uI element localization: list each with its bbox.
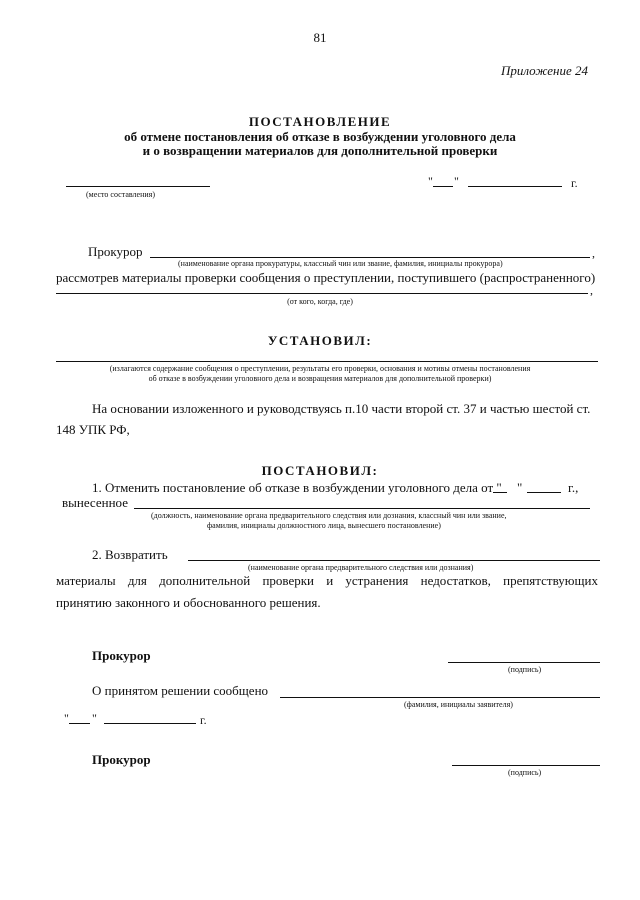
- established-caption-line2: об отказе в возбуждении уголовного дела и возвращения материалов для дополнительной проверки): [148, 374, 492, 383]
- source-line[interactable]: [56, 293, 588, 294]
- item2-word: для: [127, 573, 147, 588]
- notice-quote-close: ": [92, 711, 97, 725]
- page-number: 81: [313, 30, 327, 45]
- signature2-label: Прокурор: [92, 752, 151, 767]
- document-title: ПОСТАНОВЛЕНИЕ: [248, 114, 392, 129]
- signature1-label: Прокурор: [92, 648, 151, 663]
- established-caption-line1: (излагаются содержание сообщения о преступлении, результаты его проверки, основания и мотивы отмены постановления: [109, 364, 531, 373]
- basis-line1: На основании изложенного и руководствуясь п.10 части второй ст. 37 и частью шестой ст.: [92, 401, 591, 416]
- item2-caption: (наименование органа предварительного следствия или дознания): [248, 563, 474, 572]
- notice-year-suffix: г.: [200, 713, 207, 727]
- document-subtitle-line1: об отмене постановления об отказе в возбуждении уголовного дела: [124, 129, 516, 144]
- prosecutor-line[interactable]: [150, 257, 590, 258]
- established-line[interactable]: [56, 361, 598, 362]
- item2-text-line1: [56, 573, 598, 589]
- item2-label: 2. Возвратить: [92, 547, 168, 562]
- item1-day-line[interactable]: [493, 492, 507, 493]
- resolved-heading: ПОСТАНОВИЛ:: [261, 463, 379, 478]
- item2-text-line2: принятию законного и обоснованного решения.: [56, 595, 321, 610]
- issued-caption-line1: (должность, наименование органа предварительного следствия или дознания, классный чин или звание,: [151, 511, 507, 520]
- signature1-line[interactable]: [448, 662, 600, 663]
- item2-word: дополнительной: [159, 573, 251, 588]
- item2-word: проверки: [262, 573, 314, 588]
- item2-word: устранения: [345, 573, 409, 588]
- prosecutor-label: Прокурор: [88, 244, 143, 259]
- item1-year-suffix: г.,: [568, 480, 579, 495]
- notice-day-line[interactable]: [69, 723, 90, 724]
- source-comma: ,: [590, 283, 593, 297]
- prosecutor-caption: (наименование органа прокуратуры, классный чин или звание, фамилия, инициалы прокурора): [178, 259, 503, 268]
- signature1-caption: (подпись): [508, 665, 542, 674]
- date-quote-open: ": [428, 174, 433, 188]
- prosecutor-comma: ,: [592, 246, 595, 260]
- notice-caption: (фамилия, инициалы заявителя): [404, 700, 513, 709]
- item1-text: 1. Отменить постановление об отказе в возбуждении уголовного дела от ": [92, 480, 502, 495]
- issued-caption-line2: фамилия, инициалы должностного лица, вынесшего постановление): [207, 521, 441, 530]
- established-heading: УСТАНОВИЛ:: [267, 333, 373, 348]
- item1-quote-close: ": [517, 480, 523, 495]
- source-caption: (от кого, когда, где): [287, 297, 353, 306]
- date-year-suffix: г.: [571, 176, 578, 190]
- item2-line[interactable]: [188, 560, 600, 561]
- place-caption: (место составления): [86, 190, 155, 199]
- appendix-label: Приложение 24: [500, 63, 588, 78]
- notice-quote-open: ": [64, 711, 69, 725]
- date-quote-close: ": [454, 174, 459, 188]
- document-subtitle-line2: и о возвращении материалов для дополнительной проверки: [142, 143, 498, 158]
- notice-label: О принятом решении сообщено: [92, 683, 269, 698]
- notice-line[interactable]: [280, 697, 600, 698]
- item2-word: и: [326, 573, 334, 588]
- notice-month-line[interactable]: [104, 723, 196, 724]
- item1-month-line[interactable]: [527, 492, 561, 493]
- item2-word: материалы: [56, 573, 116, 588]
- issued-line[interactable]: [134, 508, 590, 509]
- review-text: рассмотрев материалы проверки сообщения о преступлении, поступившего (распространенного): [56, 270, 596, 285]
- item2-word: препятствующих: [503, 573, 598, 588]
- date-month-line[interactable]: [468, 186, 562, 187]
- issued-label: вынесенное: [62, 495, 128, 510]
- signature2-caption: (подпись): [508, 768, 542, 777]
- item2-word: недостатков,: [420, 573, 491, 588]
- basis-line2: 148 УПК РФ,: [56, 422, 130, 437]
- date-day-line[interactable]: [433, 186, 453, 187]
- place-line[interactable]: [66, 186, 210, 187]
- signature2-line[interactable]: [452, 765, 600, 766]
